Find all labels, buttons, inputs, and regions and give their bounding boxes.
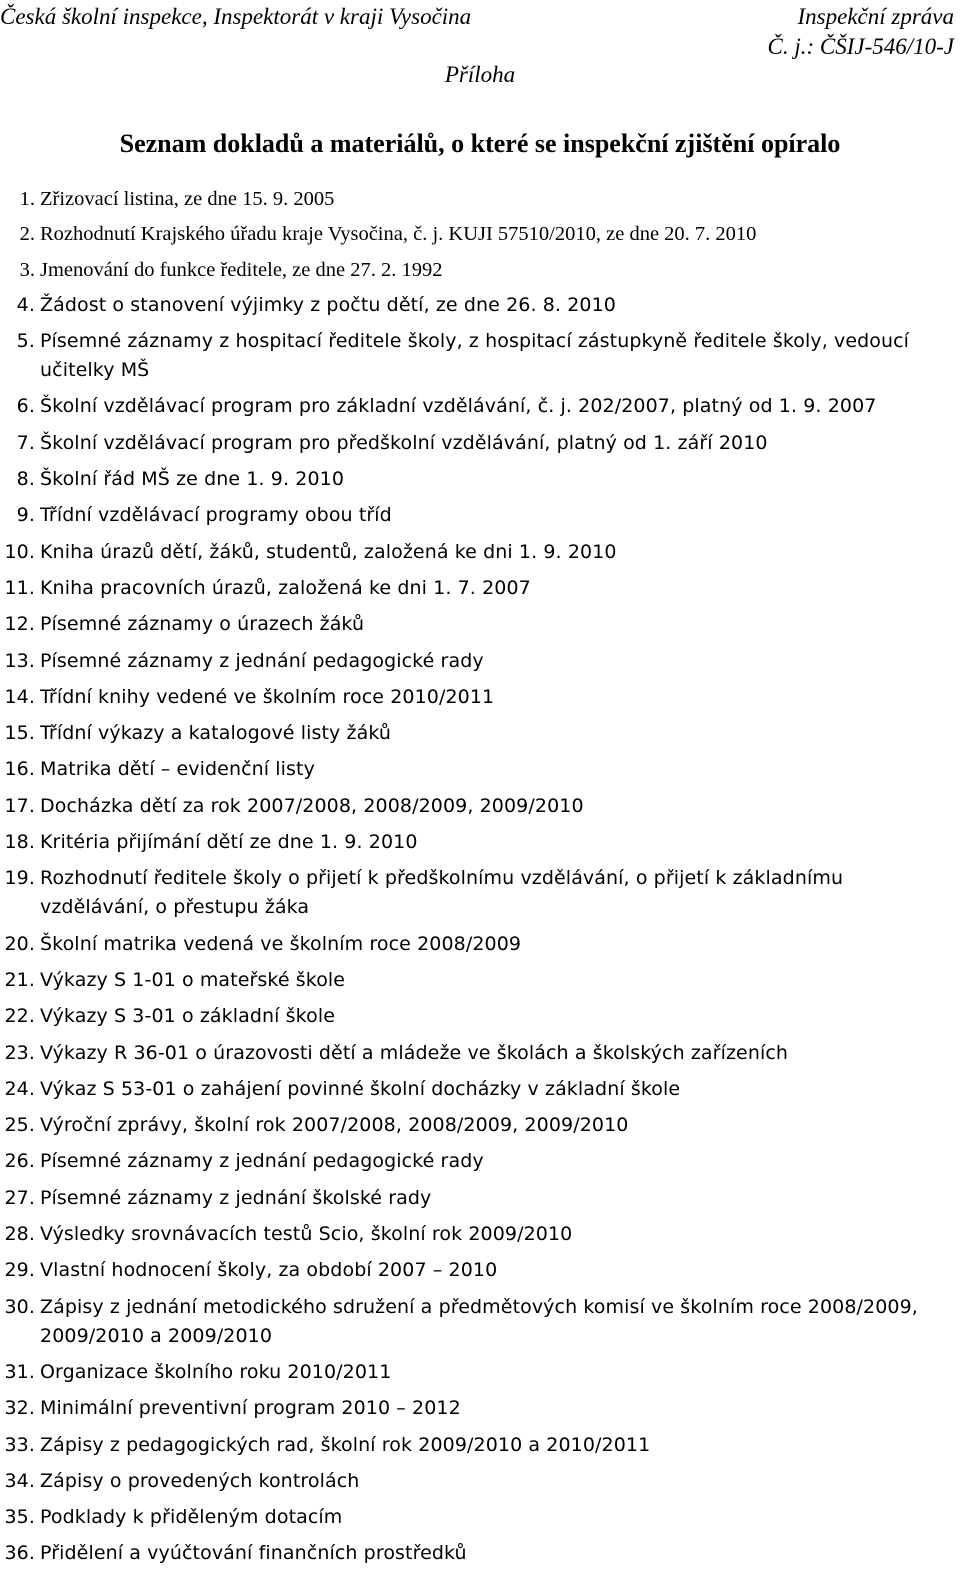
list-item-text: Matrika dětí – evidenční listy (40, 758, 315, 781)
list-item-text: Třídní knihy vedené ve školním roce 2010/2011 (40, 685, 495, 708)
list-item (0, 683, 930, 712)
list-item-text: Zápisy o provedených kontrolách (40, 1469, 360, 1492)
list-item-number: 10. (4, 540, 35, 563)
list-item (0, 220, 930, 248)
list-item (0, 792, 930, 821)
list-item-number: 21. (4, 968, 35, 991)
list-item-text: Zřizovací listina, ze dne 15. 9. 2005 (40, 188, 335, 210)
list-item-number: 17. (4, 794, 35, 817)
list-item (0, 291, 930, 320)
list-item-text: Výroční zprávy, školní rok 2007/2008, 2008/2009, 2009/2010 (40, 1114, 629, 1137)
list-item (0, 930, 930, 959)
list-item-text: Písemné záznamy z jednání školské rady (40, 1186, 432, 1209)
list-item (0, 1431, 930, 1460)
list-item (0, 429, 930, 458)
list-item-number: 3. (19, 258, 35, 281)
list-item (0, 1147, 930, 1176)
list-item-text: Zápisy z pedagogických rad, školní rok 2009/2010 a 2010/2011 (40, 1433, 651, 1456)
list-item-number: 32. (4, 1397, 35, 1420)
list-item (0, 647, 930, 676)
list-item-number: 27. (4, 1186, 35, 1209)
list-item-number: 12. (4, 613, 35, 636)
list-item-text: Zápisy z jednání metodického sdružení a předmětových komisí ve školním roce 2008/2009, 2009/2010 a 2009/2010 (40, 1295, 918, 1347)
list-item (0, 574, 930, 603)
list-item-number: 35. (4, 1506, 35, 1529)
list-item-text: Písemné záznamy z hospitací ředitele školy, z hospitací zástupkyně ředitele školy, vedoucí učitelky MŠ (40, 330, 910, 382)
list-item-text: Třídní vzdělávací programy obou tříd (40, 504, 392, 527)
list-item-number: 26. (4, 1150, 35, 1173)
list-item-text: Výkazy S 3-01 o základní škole (40, 1005, 336, 1028)
attachment-label-text: Příloha (444, 62, 516, 87)
list-item-text: Školní vzdělávací program pro předškolní vzdělávání, platný od 1. září 2010 (40, 431, 768, 454)
list-item (0, 755, 930, 784)
list-item-text: Kniha pracovních úrazů, založená ke dni 1. 7. 2007 (40, 576, 531, 599)
list-item (0, 256, 930, 284)
list-item (0, 1111, 930, 1140)
list-item-number: 14. (4, 685, 35, 708)
list-item (0, 1394, 930, 1423)
header-attachment-label (0, 60, 960, 90)
list-item (0, 501, 930, 530)
list-item (0, 1358, 930, 1387)
list-item-number: 36. (4, 1542, 35, 1565)
list-item-number: 1. (19, 188, 35, 210)
list-item-number: 19. (4, 867, 35, 890)
list-item (0, 465, 930, 494)
list-item-number: 22. (4, 1005, 35, 1028)
list-item-number: 23. (4, 1041, 35, 1064)
list-item (0, 1467, 930, 1496)
list-item (0, 1002, 930, 1031)
list-item-text: Třídní výkazy a katalogové listy žáků (40, 722, 391, 745)
list-item-text: Výkaz S 53-01 o zahájení povinné školní docházky v základní škole (40, 1077, 681, 1100)
list-item-number: 4. (16, 293, 35, 316)
list-item-text: Jmenování do funkce ředitele, ze dne 27. 2. 1992 (40, 258, 443, 281)
list-item-text: Výkazy S 1-01 o mateřské škole (40, 968, 346, 991)
list-item-number: 34. (4, 1469, 35, 1492)
list-item-number: 2. (19, 223, 35, 246)
list-item-number: 15. (4, 722, 35, 745)
list-item-text: Docházka dětí za rok 2007/2008, 2008/2009, 2009/2010 (40, 794, 584, 817)
list-item (0, 538, 930, 567)
list-item-text: Písemné záznamy o úrazech žáků (40, 613, 365, 636)
list-item (0, 966, 930, 995)
list-item (0, 610, 930, 639)
list-item-number: 11. (4, 576, 35, 599)
list-item-number: 16. (4, 758, 35, 781)
list-item-text: Výkazy R 36-01 o úrazovosti dětí a mládeže ve školách a školských zařízeních (40, 1041, 789, 1064)
list-item (0, 1039, 930, 1068)
list-item (0, 864, 930, 922)
list-item (0, 1075, 930, 1104)
list-item-number: 20. (4, 932, 35, 955)
list-item-number: 8. (16, 468, 35, 491)
header-report-info (767, 2, 954, 62)
list-item-number: 25. (4, 1114, 35, 1137)
list-item-text: Školní řád MŠ ze dne 1. 9. 2010 (40, 468, 345, 491)
list-item (0, 1503, 930, 1532)
list-item (0, 1184, 930, 1213)
list-item-number: 6. (16, 395, 35, 418)
header-institution: Česká školní inspekce, Inspektorát v kraji Vysočina (0, 4, 472, 29)
list-item-text: Rozhodnutí ředitele školy o přijetí k předškolnímu vzdělávání, o přijetí k základnímu vzdělávání, o přestupu žáka (40, 867, 844, 919)
list-item-text: Školní matrika vedená ve školním roce 2008/2009 (40, 932, 522, 955)
list-item-number: 5. (16, 330, 35, 353)
list-item-number: 9. (16, 504, 35, 527)
list-item-number: 24. (4, 1077, 35, 1100)
list-item-text: Písemné záznamy z jednání pedagogické rady (40, 649, 484, 672)
list-item (0, 392, 930, 421)
document-list (0, 185, 930, 1576)
list-item (0, 1293, 930, 1351)
list-item-number: 30. (4, 1295, 35, 1318)
list-item (0, 1539, 930, 1568)
list-item-text: Organizace školního roku 2010/2011 (40, 1360, 392, 1383)
list-item-number: 7. (16, 431, 35, 454)
list-item-text: Podklady k přiděleným dotacím (40, 1506, 343, 1529)
list-item-number: 31. (4, 1360, 35, 1383)
list-item (0, 185, 930, 213)
list-item-text: Rozhodnutí Krajského úřadu kraje Vysočina, č. j. KUJI 57510/2010, ze dne 20. 7. 2010 (40, 223, 757, 246)
list-item-text: Vlastní hodnocení školy, za období 2007 – 2010 (40, 1259, 498, 1282)
list-item-text: Přidělení a vyúčtování finančních prostředků (40, 1542, 467, 1565)
document-title: Seznam dokladů a materiálů, o které se inspekční zjištění opíralo (119, 129, 841, 158)
list-item-number: 13. (4, 649, 35, 672)
list-item-text: Minimální preventivní program 2010 – 2012 (40, 1397, 461, 1420)
header-report-type: Inspekční zpráva (797, 4, 954, 29)
list-item-number: 18. (4, 831, 35, 854)
list-item (0, 828, 930, 857)
list-item-text: Kritéria přijímání dětí ze dne 1. 9. 2010 (40, 831, 418, 854)
list-item-number: 29. (4, 1259, 35, 1282)
list-item-number: 33. (4, 1433, 35, 1456)
list-item (0, 1220, 930, 1249)
list-item-number: 28. (4, 1223, 35, 1246)
header-reference-number: Č. j.: ČŠIJ-546/10-J (767, 34, 954, 59)
list-item-text: Výsledky srovnávacích testů Scio, školní rok 2009/2010 (40, 1223, 573, 1246)
list-item (0, 1256, 930, 1285)
list-item (0, 719, 930, 748)
list-item-text: Školní vzdělávací program pro základní vzdělávání, č. j. 202/2007, platný od 1. 9. 2007 (40, 395, 877, 418)
list-item-text: Žádost o stanovení výjimky z počtu dětí, ze dne 26. 8. 2010 (40, 293, 616, 316)
list-item-text: Písemné záznamy z jednání pedagogické rady (40, 1150, 484, 1173)
list-item (0, 327, 930, 385)
list-item-text: Kniha úrazů dětí, žáků, studentů, založená ke dni 1. 9. 2010 (40, 540, 617, 563)
